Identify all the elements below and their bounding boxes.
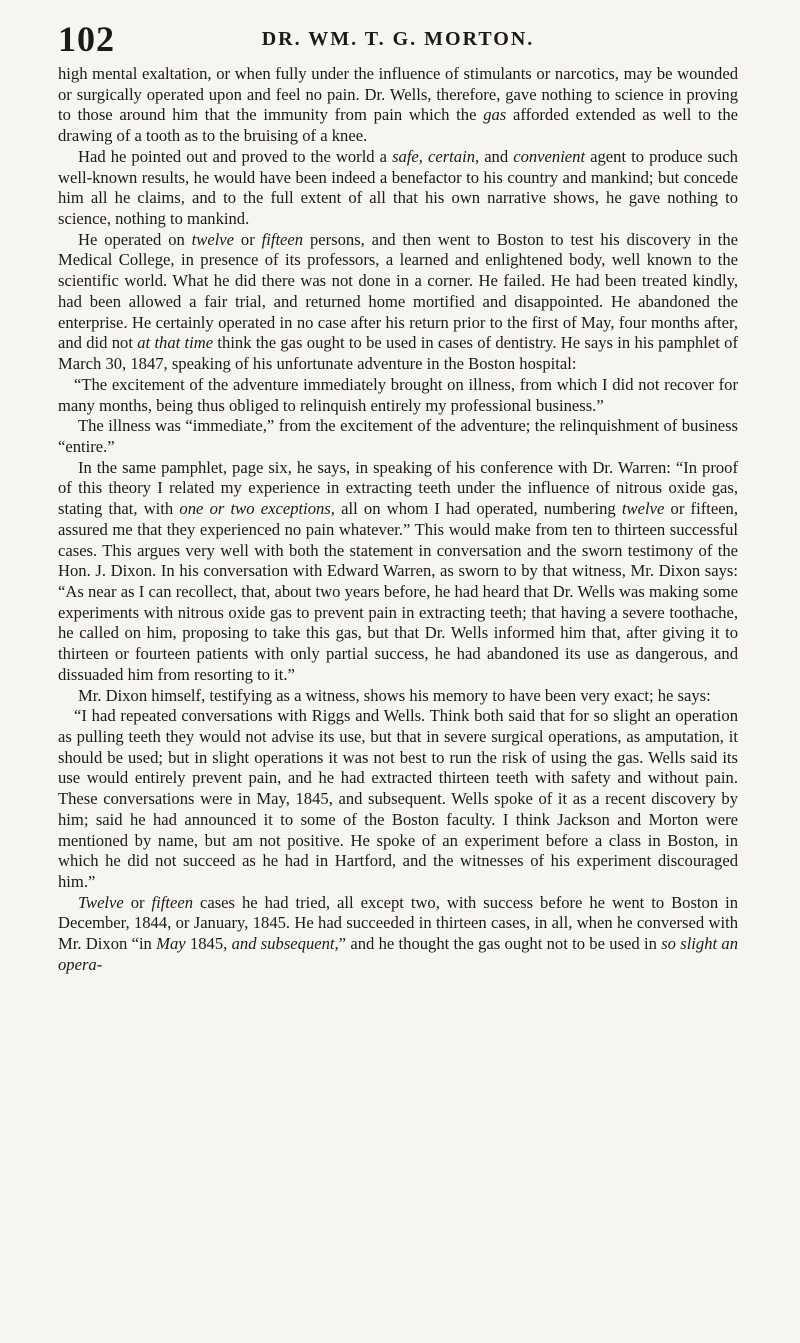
italic-text: safe, certain, <box>392 146 480 166</box>
running-head: DR. WM. T. G. MORTON. <box>261 28 535 50</box>
text-run: high mental exaltation, or when fully under the influence of stimulants or narcotics, may be wounded or surgically operated upon and feel no pain. Dr. Wells, therefore, gave nothing to science in proving to those around him that the immunity from pain which the <box>58 64 738 125</box>
paragraph <box>58 64 738 147</box>
text-run: afforded extended as well to the drawing of a tooth as to the bruising of a knee. <box>58 105 738 146</box>
text-run: all on whom I had operated, numbering <box>334 499 622 519</box>
paragraph <box>58 230 738 375</box>
text-run: ” and he thought the gas ought not to be used in <box>338 934 662 954</box>
text-run: Mr. Dixon himself, testifying as a witness, shows his memory to have been very exact; he says: <box>78 685 711 705</box>
text-run: cases he had tried, all except two, with success before he went to Boston in December, 1844, or January, 1845. He had succeeded in thirteen cases, in all, when he conversed with Mr. Dixon “in <box>58 892 738 954</box>
italic-text: at that time <box>137 333 214 353</box>
text-run: or <box>234 229 262 249</box>
paragraph <box>58 416 738 457</box>
paragraph <box>58 458 738 686</box>
italic-text: May <box>156 934 186 954</box>
text-run: In the same pamphlet, page six, he says, in speaking of his conference with Dr. Warren: “In proof of this theory I related my experience in extracting teeth under the influence of nitrous oxide gas, stating that, with <box>58 457 738 519</box>
body-text <box>58 64 738 976</box>
italic-text: convenient <box>513 146 586 166</box>
text-run: agent to produce such well-known results, he would have been indeed a benefactor to his country and mankind; but concede him all he claims, and to the full extent of all that his own narrative shows, he gave nothing to science, nothing to mankind. <box>58 146 738 229</box>
text-run: and <box>479 146 514 166</box>
page-header <box>58 18 738 64</box>
italic-text: Twelve <box>78 892 124 912</box>
italic-text: twelve <box>191 229 235 249</box>
text-run: Had he pointed out and proved to the world a <box>78 146 393 166</box>
text-run: He operated on <box>78 229 192 249</box>
paragraph <box>58 893 738 976</box>
text-run: “I had repeated conversations with Riggs and Wells. Think both said that for so slight an operation as pulling teeth they would not advise its use, but that in severe surgical operations, as amputation, it should be used; but in slight operations it was not best to run the risk of using the gas. Wells said its use would entirely prevent pain, and he had extracted thirteen teeth with safety and without pain. These conversations were in May, 1845, and subsequent. Wells spoke of it as a recent discovery by him; said he had announced it to some of the Boston faculty. I think Jackson and Morton were mentioned by name, but am not positive. He spoke of an experiment before a class in Boston, in which he did not succeed as he had in Hartford, and the witnesses of his experiment discouraged him.” <box>58 706 738 892</box>
text-run: persons, and then went to Boston to test his discovery in the Medical College, in presence of its professors, a learned and enlightened body, well known to the scientific world. What he did there was not done in a corner. He failed. He had been treated kindly, had been allowed a fair trial, and returned home mortified and disappointed. He abandoned the enterprise. He certainly operated in no case after his return prior to the first of May, four months after, and did not <box>58 229 738 353</box>
italic-text: and subsequent, <box>231 934 339 954</box>
italic-text: gas <box>483 105 507 125</box>
paragraph <box>58 686 738 707</box>
italic-text: fifteen <box>261 229 304 249</box>
text-run: or <box>123 892 152 912</box>
italic-text: fifteen <box>151 892 194 912</box>
quoted-paragraph <box>58 706 738 892</box>
quoted-paragraph <box>58 375 738 416</box>
italic-text: twelve <box>621 499 665 519</box>
italic-text: one or two exceptions, <box>179 499 335 519</box>
paragraph <box>58 147 738 230</box>
text-run: “The excitement of the adventure immediately brought on illness, from which I did not recover for many months, being thus obliged to relinquish entirely my professional business.” <box>58 374 738 415</box>
text-run: or fifteen, assured me that they experienced no pain whatever.” This would make from ten to thirteen successful cases. This argues very well with both the statement in conversation and the sworn testimony of the Hon. J. Dixon. In his conversation with Edward Warren, as sworn to by that witness, Mr. Dixon says: “As near as I can recollect, that, about two years before, he had heard that Dr. Wells was making some experiments with nitrous oxide gas to prevent pain in extracting teeth; that having a severe toothache, he called on him, proposing to take this gas, but that Dr. Wells informed him that, after giving it to thirteen or fourteen patients with only partial success, he had abandoned its use as dangerous, and dissuaded him from resorting to it.” <box>58 499 739 684</box>
text-run: think the gas ought to be used in cases of dentistry. He says in his pamphlet of March 30, 1847, speaking of his unfortunate adventure in the Boston hospital: <box>58 333 738 374</box>
italic-text: so slight an opera- <box>58 934 739 974</box>
text-run: The illness was “immediate,” from the excitement of the adventure; the relinquishment of business “entire.” <box>58 416 738 456</box>
page-number: 102 <box>58 19 115 59</box>
text-run: 1845, <box>185 934 232 954</box>
